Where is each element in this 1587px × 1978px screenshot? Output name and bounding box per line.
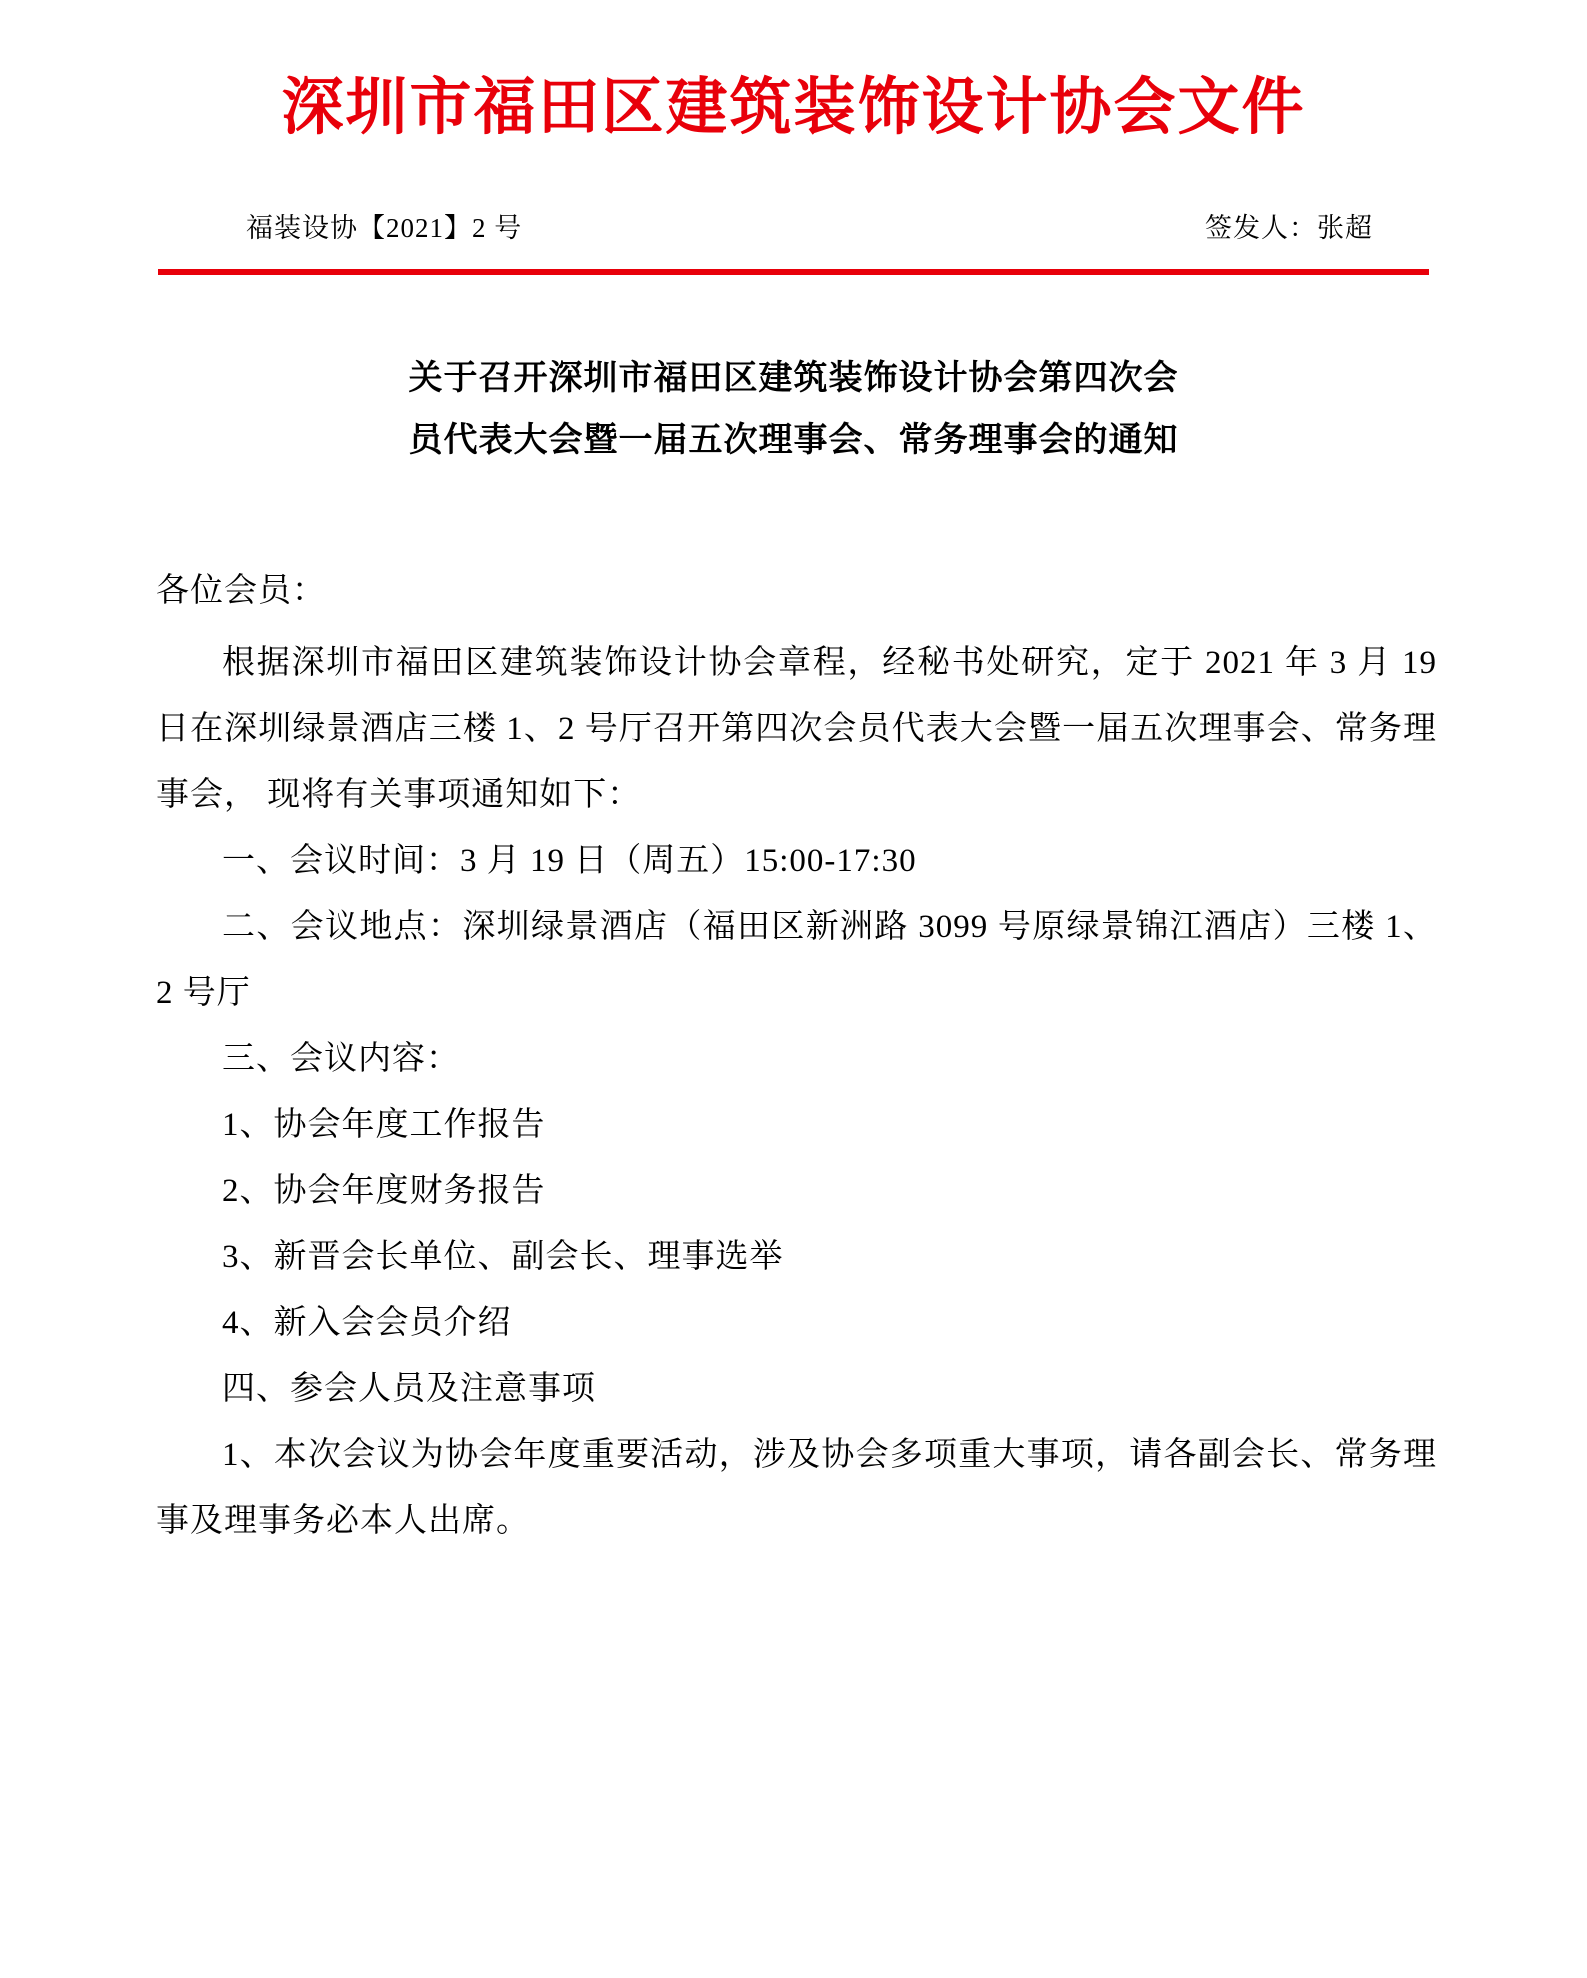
salutation: 各位会员： bbox=[156, 573, 326, 610]
document-header-title: 深圳市福田区建筑装饰设计协会文件 bbox=[281, 74, 1306, 142]
content-item-2: 2、协会年度财务报告 bbox=[222, 1173, 546, 1210]
item-meeting-time: 一、会议时间：3 月 19 日（周五）15:00-17:30 bbox=[222, 843, 917, 880]
document-meta-row bbox=[150, 206, 1437, 245]
document-subject bbox=[150, 347, 1437, 473]
attendee-note-1: 1、本次会议为协会年度重要活动，涉及协会多项重大事项，请各副会长、常务理事及理事务必本人出席。 bbox=[156, 1437, 1437, 1540]
item-meeting-content-title: 三、会议内容： bbox=[222, 1041, 460, 1078]
document-issuer: 签发人：张超 bbox=[1205, 212, 1373, 243]
content-item-4: 4、新入会会员介绍 bbox=[222, 1305, 512, 1342]
subject-line-2: 员代表大会暨一届五次理事会、常务理事会的通知 bbox=[408, 421, 1179, 460]
content-item-1: 1、协会年度工作报告 bbox=[222, 1107, 546, 1144]
content-item-3: 3、新晋会长单位、副会长、理事选举 bbox=[222, 1239, 784, 1276]
document-number: 福装设协【2021】2 号 bbox=[246, 212, 523, 243]
item-attendees-title: 四、参会人员及注意事项 bbox=[222, 1371, 596, 1408]
document-body bbox=[150, 558, 1437, 1554]
red-divider-rule bbox=[158, 269, 1429, 275]
paragraph-intro: 根据深圳市福田区建筑装饰设计协会章程，经秘书处研究，定于 2021 年 3 月 19 日在深圳绿景酒店三楼 1、2 号厅召开第四次会员代表大会暨一届五次理事会、常务理事会， 现将有关事项通知如下： bbox=[156, 645, 1437, 814]
item-meeting-place: 二、会议地点：深圳绿景酒店（福田区新洲路 3099 号原绿景锦江酒店）三楼 1、2 号厅 bbox=[156, 909, 1437, 1012]
subject-line-1: 关于召开深圳市福田区建筑装饰设计协会第四次会 bbox=[408, 358, 1179, 397]
